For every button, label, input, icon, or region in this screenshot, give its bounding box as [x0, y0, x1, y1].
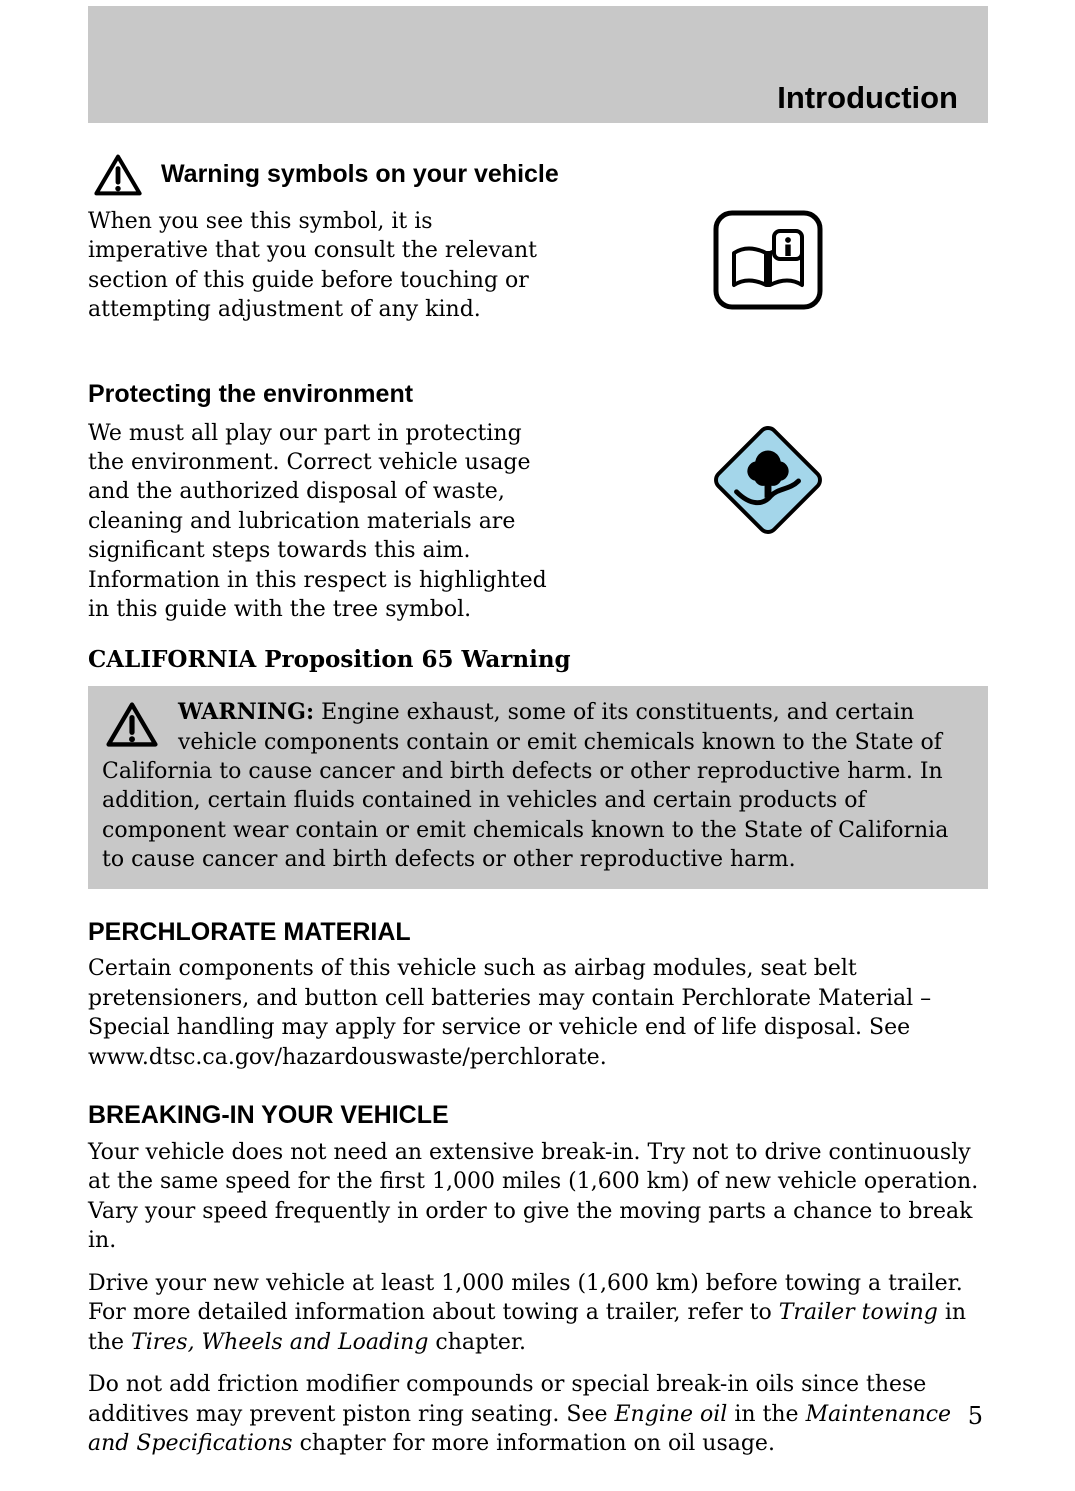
- environment-body-wrap: [88, 419, 988, 625]
- breaking-in-heading: BREAKING-IN YOUR VEHICLE: [88, 1101, 449, 1130]
- page-header-band: [88, 6, 988, 123]
- page-title: Introduction: [777, 80, 958, 115]
- warning-symbols-heading-row: [94, 153, 988, 197]
- page-number: 5: [967, 1402, 983, 1430]
- warning-triangle-icon: [94, 153, 142, 197]
- section-environment: [88, 381, 988, 625]
- section-prop65: [88, 647, 988, 889]
- perchlorate-heading: PERCHLORATE MATERIAL: [88, 917, 411, 946]
- prop65-heading: CALIFORNIA Proposition 65 Warning: [88, 645, 571, 673]
- warning-body: Engine exhaust, some of its constituents, and certain vehicle components contain or emit chemicals known to the State of California to cause cancer and birth defects or other reproductive harm. In addition, certain fluids contained in vehicles and certain products of component wear contain or emit chemicals known to the State of California to cause cancer and birth defects or other reproductive harm.: [102, 700, 949, 873]
- breaking-in-paragraph-1: Your vehicle does not need an extensive break-in. Try not to drive continuously at the same speed for the first 1,000 miles (1,600 km) of new vehicle operation. Vary your speed frequently in order to give the moving parts a chance to break in.: [88, 1139, 979, 1254]
- warning-symbols-heading: Warning symbols on your vehicle: [161, 160, 559, 189]
- warning-symbols-paragraph: When you see this symbol, it is imperative that you consult the relevant section of this guide before touching or attempting adjustment of any kind.: [88, 209, 537, 323]
- environment-heading: Protecting the environment: [88, 380, 414, 408]
- section-breaking-in: [88, 1102, 988, 1458]
- section-warning-symbols: [88, 153, 988, 359]
- environment-paragraph: We must all play our part in protecting the environment. Correct vehicle usage and the authorized disposal of waste, cleaning and lubrication materials are significant steps towards this aim. Information in this respect is highlighted in this guide with the tree symbol.: [88, 420, 547, 623]
- perchlorate-paragraph: Certain components of this vehicle such as airbag modules, seat belt pretensioners, and button cell batteries may contain Perchlorate Material – Special handling may apply for service or vehicle end of life disposal. See www.dtsc.ca.gov/hazardouswaste/perchlorate.: [88, 956, 932, 1070]
- warning-symbols-body-wrap: [88, 207, 988, 359]
- warning-label: WARNING:: [178, 699, 315, 726]
- warning-triangle-icon: [106, 701, 158, 749]
- environment-tree-icon: [548, 419, 988, 569]
- owner-manual-book-icon: [548, 207, 988, 359]
- breaking-in-paragraph-2: Drive your new vehicle at least 1,000 miles (1,600 km) before towing a trailer. For more detailed information about towing a trailer, refer to Trailer towing in the Tires, Wheels and Loading chapter.: [88, 1270, 967, 1355]
- prop65-warning-box: [88, 686, 988, 889]
- prop65-warning-text: [102, 698, 972, 875]
- breaking-in-paragraph-3: Do not add friction modifier compounds or special break-in oils since these additives may prevent piston ring seating. See Engine oil in the Maintenance and Specifications chapter for more information on oil usage.: [88, 1372, 952, 1456]
- section-perchlorate: [88, 919, 988, 1072]
